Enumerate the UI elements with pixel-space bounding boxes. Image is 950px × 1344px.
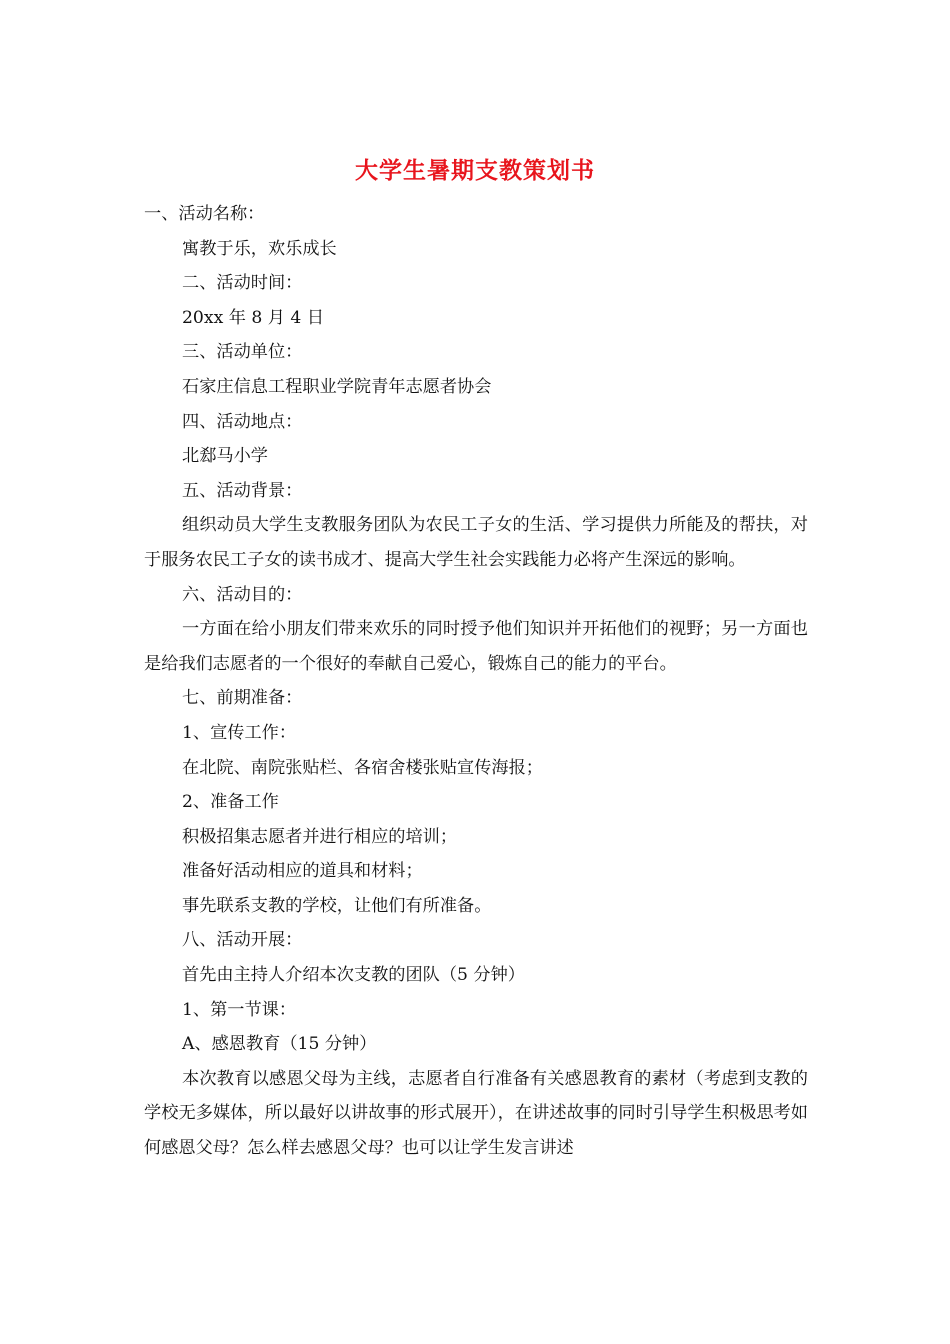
body-line: 20xx 年 8 月 4 日 <box>182 307 325 328</box>
body-line: 2、准备工作 <box>182 792 279 813</box>
body-line: 三、活动单位： <box>182 342 303 363</box>
body-line: 五、活动背景： <box>182 480 303 501</box>
body-line: 积极招集志愿者并进行相应的培训； <box>182 826 458 847</box>
body-line: 石家庄信息工程职业学院青年志愿者协会 <box>182 376 492 397</box>
body-line: 北郄马小学 <box>182 446 268 467</box>
document-title: 大学生暑期支教策划书 <box>355 157 595 184</box>
body-paragraph: 一方面在给小朋友们带来欢乐的同时授予他们知识并开拓他们的视野；另一方面也是给我们志愿者的一个很好的奉献自己爱心，锻炼自己的能力的平台。 <box>144 619 808 674</box>
body-line: 七、前期准备： <box>182 688 303 709</box>
body-line: 在北院、南院张贴栏、各宿舍楼张贴宣传海报； <box>182 757 543 778</box>
document-body <box>144 197 808 1166</box>
body-line: A、感恩教育（15 分钟） <box>182 1034 377 1055</box>
body-paragraph: 组织动员大学生支教服务团队为农民工子女的生活、学习提供力所能及的帮扶，对于服务农民工子女的读书成才、提高大学生社会实践能力必将产生深远的影响。 <box>144 515 808 570</box>
body-line: 八、活动开展： <box>182 930 303 951</box>
body-line: 四、活动地点： <box>182 411 303 432</box>
body-line: 准备好活动相应的道具和材料； <box>182 861 423 882</box>
body-line: 二、活动时间： <box>182 273 303 294</box>
body-paragraph: 本次教育以感恩父母为主线，志愿者自行准备有关感恩教育的素材（考虑到支教的学校无多媒体，所以最好以讲故事的形式展开），在讲述故事的同时引导学生积极思考如何感恩父母？怎么样去感恩父母？也可以让学生发言讲述 <box>144 1068 808 1159</box>
body-line: 一、活动名称： <box>144 204 265 224</box>
body-line: 六、活动目的： <box>182 584 303 605</box>
body-line: 寓教于乐，欢乐成长 <box>182 238 337 259</box>
body-line: 1、第一节课： <box>182 999 297 1020</box>
body-line: 首先由主持人介绍本次支教的团队（5 分钟） <box>182 965 525 986</box>
body-line: 1、宣传工作： <box>182 722 297 743</box>
body-line: 事先联系支教的学校，让他们有所准备。 <box>182 895 492 916</box>
